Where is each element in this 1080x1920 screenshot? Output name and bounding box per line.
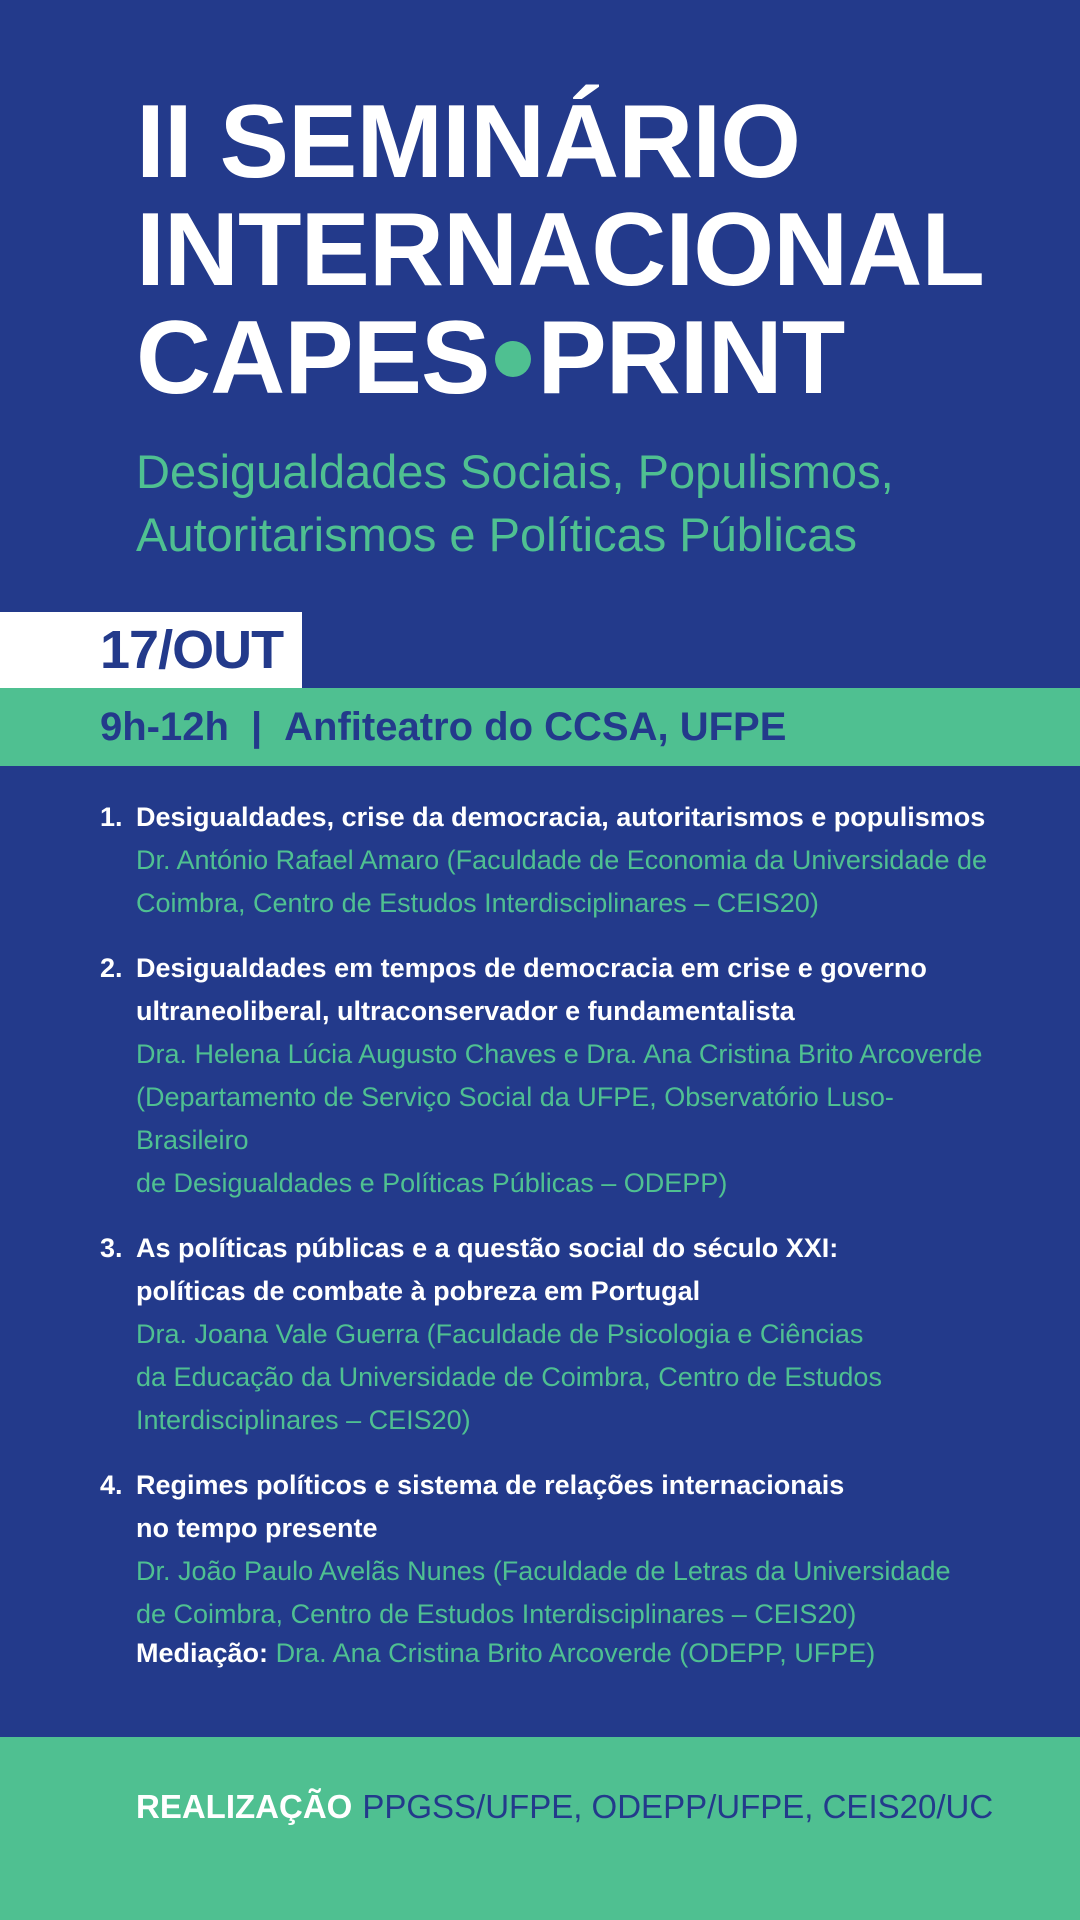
title-capes: CAPES [136, 300, 490, 416]
subtitle-line-2: Autoritarismos e Políticas Públicas [136, 508, 857, 561]
talk-speaker: Dr. António Rafael Amaro (Faculdade de Economia da Universidade de Coimbra, Centro de Estudos Interdisciplinares – CEIS20) [136, 845, 988, 918]
item-body [136, 947, 1000, 1205]
event-date: 17/OUT [100, 620, 284, 680]
mediation-label: Mediação: [136, 1638, 269, 1668]
event-title [136, 84, 1036, 416]
talk-speaker: Dra. Joana Vale Guerra (Faculdade de Psicologia e Ciências da Educação da Universidade de Coimbra, Centro de Estudos Interdisciplinares – CEIS20) [136, 1319, 882, 1435]
item-body [136, 1227, 1000, 1442]
item-number: 4. [100, 1470, 123, 1500]
date-box [0, 612, 302, 688]
agenda-list [100, 796, 1000, 1658]
talk-speaker: Dra. Helena Lúcia Augusto Chaves e Dra. Ana Cristina Brito Arcoverde (Departamento de Serviço Social da UFPE, Observatório Luso-Brasileiro de Desigualdades e Políticas Públicas – ODEPP) [136, 1039, 983, 1198]
footer-bar [0, 1737, 1080, 1920]
talk-title: Regimes políticos e sistema de relações internacionais no tempo presente [136, 1470, 845, 1543]
talk-title: As políticas públicas e a questão social do século XXI: políticas de combate à pobreza em Portugal [136, 1233, 839, 1306]
item-number: 2. [100, 953, 123, 983]
title-print: PRINT [537, 300, 845, 416]
time-location-bar [0, 688, 1080, 766]
talk-speaker: Dr. João Paulo Avelãs Nunes (Faculdade de Letras da Universidade de Coimbra, Centro de Estudos Interdisciplinares – CEIS20) [136, 1556, 951, 1629]
item-body [136, 796, 1000, 925]
mediation [136, 1632, 875, 1675]
item-body [136, 1464, 1000, 1636]
talk-title: Desigualdades em tempos de democracia em crise e governo ultraneoliberal, ultraconservador e fundamentalista [136, 953, 927, 1026]
agenda-item-1 [100, 796, 1000, 925]
talk-title: Desigualdades, crise da democracia, autoritarismos e populismos [136, 802, 986, 832]
organizers [136, 1737, 993, 1877]
agenda-item-4 [100, 1464, 1000, 1636]
mediation-value: Dra. Ana Cristina Brito Arcoverde (ODEPP, UFPE) [275, 1638, 876, 1668]
dot-icon [495, 341, 531, 377]
subtitle-line-1: Desigualdades Sociais, Populismos, [136, 445, 894, 498]
title-line-3 [136, 300, 1036, 416]
title-line-1: II SEMINÁRIO [136, 84, 801, 200]
title-line-2: INTERNACIONAL [136, 192, 984, 308]
item-number: 3. [100, 1233, 123, 1263]
agenda-item-2 [100, 947, 1000, 1205]
organizers-label: REALIZAÇÃO [136, 1788, 353, 1825]
separator: | [250, 705, 263, 749]
time-location [100, 688, 786, 766]
event-location: Anfiteatro do CCSA, UFPE [284, 705, 787, 749]
organizers-value: PPGSS/UFPE, ODEPP/UFPE, CEIS20/UC [362, 1788, 994, 1825]
event-time: 9h-12h [100, 705, 229, 749]
agenda-item-3 [100, 1227, 1000, 1442]
item-number: 1. [100, 802, 123, 832]
event-subtitle [136, 440, 1036, 566]
